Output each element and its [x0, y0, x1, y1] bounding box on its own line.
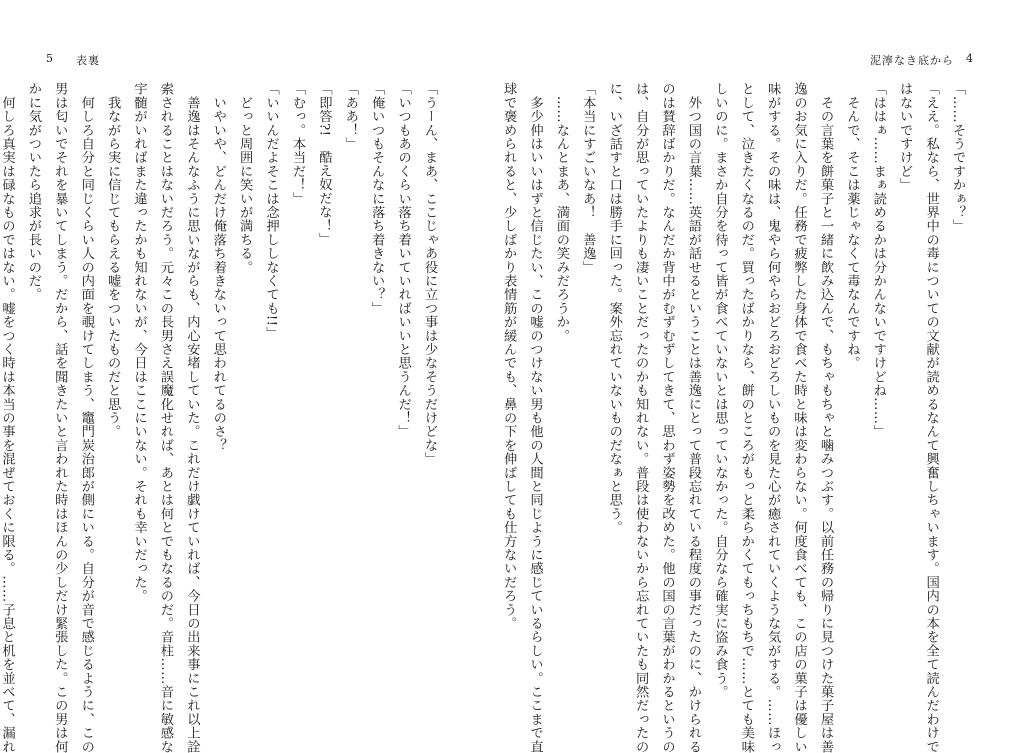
running-head: 泥濘なき底から [870, 54, 954, 67]
running-head: 表裏 [76, 54, 100, 67]
text-line: 「いつもあのくらい落ち着いていればいいと思うんだ！」 [395, 82, 411, 439]
text-line: 「ああ！」 [342, 82, 358, 151]
text-line: 男は匂いでそれを暴いてしまう。だから、話を聞きたいと言われた時はほんの少しだけ緊張した。この男は何 [52, 82, 68, 753]
text-line: 索されることはないだろう。元々この長男さえ誤魔化せれば、あとは何とでもなるのだ。音柱……音に敏感な [157, 82, 173, 753]
text-line: 味がする。その味は、鬼やら何やらおどろおどろしいものを見た心が癒されていくような気がする。……ほっ [765, 82, 781, 753]
text-line: かに気がついたら追求が長いのだ。 [25, 82, 41, 302]
text-line: 「即答?! 酷え奴だな！」 [316, 82, 332, 246]
text-line: として、泣きたくなるのだ。買ったばかりなら、餅のところがもっと柔らかくてもっちもちで……とても美味 [738, 82, 754, 753]
right-page [501, 0, 1024, 753]
text-line: その言葉を餅菓子と一緒に飲み込んで、もちゃもちゃと噛みつぶす。以前任務の帰りに見つけた菓子屋は善 [817, 82, 833, 753]
text-line: しいのに。まさか自分を待って皆が食べていないとは思っていなかった。自分なら確実に盗み食う。 [712, 82, 728, 699]
text-line: いやいや、どんだけ俺落ち着きないって思われてるのさ？ [210, 82, 226, 452]
text-line: はないですけど」 [897, 82, 913, 192]
text-line: 宇髄がいればまた違ったかも知れないが、今日はここにいない。それも幸いだった。 [131, 82, 147, 603]
text-line: 多少仲はいいはずと信じたい、この嘘のつけない男も他の人間と同じように感じているらしい。ここまで直 [527, 82, 543, 753]
text-line: 「……そうですかぁ？」 [950, 82, 965, 233]
text-line: 「いいんだよそこは念押ししなくても!!」 [263, 82, 279, 341]
text-line: は、自分が思っていたよりも凄いことだったのかも知れない。普段は使わないから忘れていたも同然だったの [633, 82, 649, 753]
text-line: 「俺いつもそんなに落ち着きない？」 [369, 82, 385, 315]
text-line: そんで、そこは薬じゃなくて毒なんですね。 [844, 82, 860, 370]
text-line: 何しろ自分と同じくらい人の内面を覗けてしまう、竈門炭治郎が側にいる。自分が音で感じるように、この [78, 82, 94, 753]
text-line: 何しろ真実は碌なものではない。嘘をつく時は本当の事を混ぜておくに限る。……子息と机を並べて、漏れ [0, 82, 15, 753]
text-line: ……なんとまあ、満面の笑みだろうか。 [553, 82, 569, 343]
page-number: 4 [966, 52, 974, 65]
page-number: 5 [46, 52, 54, 65]
text-line: 「むっ。本当だ！」 [289, 82, 305, 206]
text-line: 球で褒められると、少しばかり表情筋が緩んでも、鼻の下を伸ばしても仕方ないだろう。 [501, 82, 517, 630]
text-line: のは賛辞ばかりだ。なんだか背中がむずむずしてきて、思わず姿勢を改めた。他の国の言葉がわかるというの [659, 82, 675, 753]
page-body [0, 82, 442, 753]
text-line: 外つ国の言葉……英語が話せるということは善逸にとって普段忘れている程度の事だったのに、かけられる [685, 82, 701, 753]
text-line: に、いざ話すと口は勝手に回った。案外忘れていないものだなぁと思う。 [606, 82, 622, 535]
text-line: 我ながら実に信じてもらえる嘘をついたものだと思う。 [105, 82, 121, 439]
text-line: 「本当にすごいなあ！ 善逸」 [580, 82, 596, 274]
text-line: 逸のお気に入りだ。任務で疲弊した身体で食べた時と味は変わらない。何度食べても、この店の菓子は優しい [791, 82, 807, 753]
text-line: 「ええ。私なら、世界中の毒についての文献が読めるなんて興奮しちゃいます。国内の本を全て読んだわけで [923, 82, 939, 753]
text-line: 善逸はそんなふうに思いながらも、内心安堵していた。これだけ戯けていれば、今日の出来事にこれ以上詮 [184, 82, 200, 753]
text-line: どっと周囲に笑いが満ちる。 [237, 82, 253, 274]
text-line: 「うーん、まあ、ここじゃあ役に立つ事は少なそうだけどな」 [422, 82, 437, 466]
page-body [501, 82, 970, 753]
text-line: 「ははぁ……まぁ読めるかは分かんないですけどね……」 [870, 82, 886, 439]
